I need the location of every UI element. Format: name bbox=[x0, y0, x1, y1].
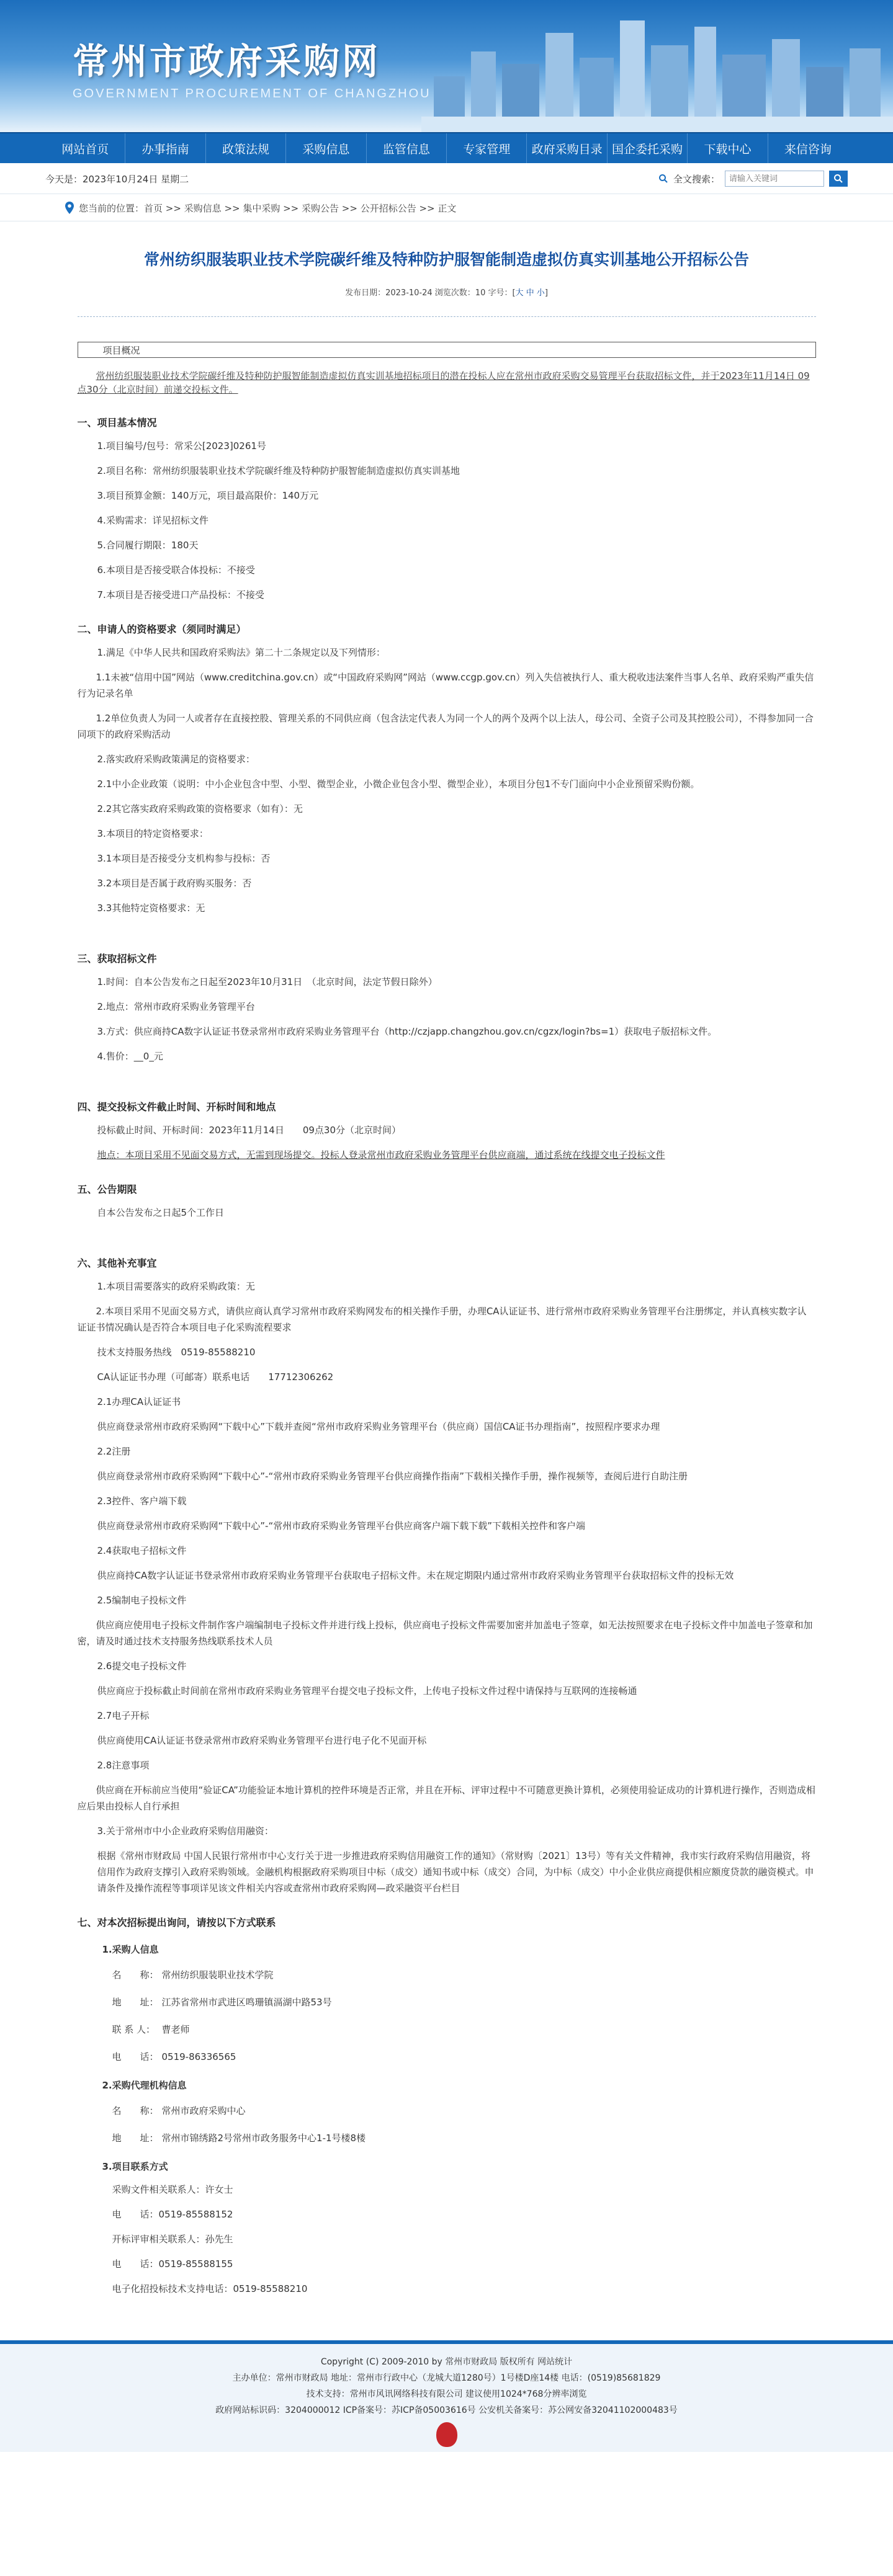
site-banner bbox=[0, 0, 893, 132]
nav-item[interactable]: 政府采购目录 bbox=[527, 133, 607, 163]
project-contact-line: 开标评审相关联系人：孙先生 bbox=[112, 2234, 233, 2245]
footer-line: 政府网站标识码：3204000012 ICP备案号：苏ICP备05003616号 公安机关备案号：苏公网安备32041102000483号 bbox=[215, 2405, 678, 2415]
search-area bbox=[658, 171, 848, 187]
buyer-label: 名 称： bbox=[112, 1969, 159, 1981]
agency-row bbox=[78, 2130, 816, 2146]
project-contact-line: 采购文件相关联系人：许女士 bbox=[112, 2184, 233, 2195]
nav-item[interactable]: 专家管理 bbox=[447, 133, 527, 163]
sec1-line: 5.合同履行期限：180天 bbox=[97, 540, 199, 551]
sec3-line: 2.地点：常州市政府采购业务管理平台 bbox=[97, 1001, 255, 1012]
buyer-value: 常州纺织服装职业技术学院 bbox=[161, 1969, 274, 1981]
meta-suffix: ] bbox=[544, 288, 548, 298]
footer-line: Copyright (C) 2009-2010 by 常州市财政局 版权所有 网站统计 bbox=[320, 2357, 573, 2367]
sec3-line: 3.方式：供应商持CA数字认证证书登录常州市政府采购业务管理平台（http://czjapp.changzhou.gov.cn/cgzx/login?bs=1）获取电子版招标文件。 bbox=[97, 1026, 717, 1037]
sec2-line: 1.满足《中华人民共和国政府采购法》第二十二条规定以及下列情形： bbox=[97, 647, 385, 658]
buyer-value: 曹老师 bbox=[161, 2024, 190, 2035]
sec1-line: 7.本项目是否接受进口产品投标：不接受 bbox=[97, 589, 264, 600]
buyer-label: 电 话： bbox=[112, 2051, 159, 2062]
project-contact-line: 电 话：0519-85588155 bbox=[112, 2258, 233, 2270]
page-title: 常州纺织服装职业技术学院碳纤维及特种防护服智能制造虚拟仿真实训基地公开招标公告 bbox=[143, 251, 749, 269]
sec2-line: 3.3其他特定资格要求：无 bbox=[97, 902, 205, 914]
section-2 bbox=[78, 644, 816, 916]
buyer-row bbox=[78, 2049, 816, 2065]
agency-value: 常州市锦绣路2号常州市政务服务中心1-1号楼8楼 bbox=[161, 2133, 366, 2144]
sec2-line: 3.1本项目是否接受分支机构参与投标：否 bbox=[97, 853, 271, 864]
agency-value: 常州市政府采购中心 bbox=[161, 2105, 246, 2116]
sec2-line: 2.1中小企业政策（说明：中小企业包含中型、小型、微型企业，小微企业包含小型、微型企业），本项目分包1不专门面向中小企业预留采购份额。 bbox=[97, 778, 700, 790]
sec3-line: 1.时间：自本公告发布之日起至2023年10月31日 （北京时间，法定节假日除外） bbox=[97, 976, 438, 987]
spacer bbox=[78, 1221, 816, 1237]
sec4-line: 地点：本项目采用不见面交易方式，无需到现场提交。投标人登录常州市政府采购业务管理平台供应商端，通过系统在线提交电子投标文件 bbox=[97, 1149, 665, 1161]
sec1-line: 2.项目名称：常州纺织服装职业技术学院碳纤维及特种防护服智能制造虚拟仿真实训基地 bbox=[97, 465, 460, 476]
spacer bbox=[78, 916, 816, 932]
sec2-line: 2.2其它落实政府采购政策的资格要求（如有）：无 bbox=[97, 803, 303, 814]
article bbox=[78, 247, 816, 2297]
overview-text: 常州纺织服装职业技术学院碳纤维及特种防护服智能制造虚拟仿真实训基地招标项目的潜在投标人应在常州市政府采购交易管理平台获取招标文件，并于2023年11月14日 09点30分（北京时间）前递交投标文件。 bbox=[77, 370, 810, 395]
buyer-row bbox=[78, 1967, 816, 1983]
sec6-line: 1.本项目需要落实的政府采购政策：无 bbox=[97, 1281, 255, 1292]
search-button[interactable] bbox=[829, 171, 848, 187]
sec6-line: 供应商应于投标截止时间前在常州市政府采购业务管理平台提交电子投标文件，上传电子投标文件过程中请保持与互联网的连接畅通 bbox=[97, 1685, 637, 1696]
nav-item[interactable]: 监管信息 bbox=[367, 133, 447, 163]
sec2-line: 2.落实政府采购政策满足的资格要求： bbox=[97, 754, 255, 765]
project-contact bbox=[78, 2182, 816, 2297]
footer-line: 技术支持：常州市风讯网络科技有限公司 建议使用1024*768分辨率浏览 bbox=[306, 2389, 587, 2399]
section-5-title: 五、公告期限 bbox=[77, 1183, 137, 1195]
search-icon bbox=[658, 174, 668, 184]
sec4-line: 投标截止时间、开标时间：2023年11月14日 09点30分（北京时间） bbox=[97, 1125, 402, 1136]
sec6-line: 供应商登录常州市政府采购网“下载中心”下载并查阅“常州市政府采购业务管理平台（供应商）国信CA证书办理指南”，按照程序要求办理 bbox=[97, 1421, 660, 1432]
section-4 bbox=[78, 1122, 816, 1163]
sec6-line: 2.2注册 bbox=[97, 1446, 131, 1457]
magnifier-icon bbox=[833, 174, 843, 184]
sec6-line: 2.7电子开标 bbox=[97, 1710, 150, 1721]
section-4-title: 四、提交投标文件截止时间、开标时间和地点 bbox=[77, 1101, 276, 1113]
nav-item[interactable]: 网站首页 bbox=[45, 133, 125, 163]
footer-line: 主办单位：常州市财政局 地址：常州市行政中心（龙城大道1280号）1号楼D座14楼 电话：(0519)85681829 bbox=[232, 2373, 661, 2383]
search-label: 全文搜索： bbox=[673, 173, 720, 185]
sec2-line: 3.2本项目是否属于政府购买服务：否 bbox=[97, 878, 252, 889]
section-2-title: 二、申请人的资格要求（须同时满足） bbox=[77, 623, 246, 635]
sec6-line: 技术支持服务热线 0519-85588210 bbox=[97, 1347, 256, 1358]
spacer bbox=[78, 1064, 816, 1081]
breadcrumb-bar bbox=[0, 194, 893, 221]
font-size-switch[interactable]: 大 中 小 bbox=[515, 288, 545, 298]
publish-info: 发布日期：2023-10-24 浏览次数：10 字号：[ bbox=[345, 288, 516, 298]
sec2-line: 3.本项目的特定资格要求： bbox=[97, 828, 209, 839]
divider bbox=[78, 316, 816, 317]
gov-badge-icon[interactable] bbox=[436, 2422, 457, 2447]
overview-label: 项目概况 bbox=[78, 342, 816, 358]
article-meta bbox=[78, 286, 816, 298]
section-1 bbox=[78, 438, 816, 603]
nav-item[interactable]: 办事指南 bbox=[125, 133, 205, 163]
sec6-line: 2.4获取电子招标文件 bbox=[97, 1545, 187, 1556]
nav-item[interactable]: 国企委托采购 bbox=[608, 133, 688, 163]
breadcrumb[interactable]: 您当前的位置：首页 >> 采购信息 >> 集中采购 >> 采购公告 >> 公开招标公告 >> 正文 bbox=[79, 202, 457, 214]
agency-label: 名 称： bbox=[112, 2105, 159, 2116]
section-3-title: 三、获取招标文件 bbox=[77, 953, 157, 965]
nav-item[interactable]: 下载中心 bbox=[688, 133, 768, 163]
nav-item[interactable]: 政策法规 bbox=[206, 133, 286, 163]
agency-label: 地 址： bbox=[112, 2133, 159, 2144]
buyer-label: 地 址： bbox=[112, 1997, 159, 2008]
buyer-row bbox=[78, 2021, 816, 2038]
sec6-line: 供应商使用CA认证证书登录常州市政府采购业务管理平台进行电子化不见面开标 bbox=[97, 1735, 427, 1746]
project-contact-line: 电 话：0519-85588152 bbox=[112, 2209, 233, 2220]
section-7-title: 七、对本次招标提出询问，请按以下方式联系 bbox=[77, 1917, 276, 1928]
location-pin-icon bbox=[64, 201, 75, 215]
sec2-line: 1.1未被“信用中国”网站（www.creditchina.gov.cn）或“中国政府采购网”网站（www.ccgp.gov.cn）列入失信被执行人、重大税收违法案件当事人名单、政府采购严重失信行为记录名单 bbox=[77, 672, 814, 699]
site-title: 常州市政府采购网 bbox=[73, 40, 381, 82]
buyer-info bbox=[78, 1967, 816, 2065]
sec6-line: 供应商登录常州市政府采购网“下载中心”-“常州市政府采购业务管理平台供应商操作指南”下载相关操作手册，操作视频等，查阅后进行自助注册 bbox=[97, 1471, 688, 1482]
main-nav bbox=[0, 132, 893, 163]
buyer-value: 0519-86336565 bbox=[161, 2051, 236, 2062]
sec1-line: 4.采购需求：详见招标文件 bbox=[97, 515, 209, 526]
sec6-line: 2.本项目采用不见面交易方式，请供应商认真学习常州市政府采购网发布的相关操作手册，办理CA认证证书、进行常州市政府采购业务管理平台注册绑定，并认真核实数字认证证书情况确认是否符合本项目电子化采购流程要求 bbox=[77, 1306, 807, 1333]
agency-row bbox=[78, 2103, 816, 2119]
sec6-line: 2.3控件、客户端下载 bbox=[97, 1495, 187, 1507]
buyer-label: 联 系 人： bbox=[112, 2024, 156, 2035]
sec6-line: 供应商在开标前应当使用“验证CA”功能验证本地计算机的控件环境是否正常，并且在开标、评审过程中不可随意更换计算机，必须使用验证成功的计算机进行操作，否则造成相应后果由投标人自行承担 bbox=[77, 1785, 815, 1812]
section-3 bbox=[78, 974, 816, 1064]
sec6-line: 3.关于常州市中小企业政府采购信用融资： bbox=[97, 1825, 274, 1837]
today-date: 今天是：2023年10月24日 星期二 bbox=[45, 173, 189, 185]
section-1-title: 一、项目基本情况 bbox=[77, 417, 157, 429]
buyer-value: 江苏省常州市武进区鸣珊镇滆湖中路53号 bbox=[161, 1997, 332, 2008]
city-skyline-illustration bbox=[421, 8, 893, 132]
section-6-title: 六、其他补充事宜 bbox=[77, 1257, 157, 1269]
agency-info bbox=[78, 2103, 816, 2146]
nav-item[interactable]: 采购信息 bbox=[286, 133, 366, 163]
date-bar bbox=[0, 163, 893, 194]
search-input[interactable] bbox=[725, 171, 824, 187]
sec1-line: 1.项目编号/包号：常采公[2023]0261号 bbox=[97, 440, 266, 452]
sec6-line: 2.8注意事项 bbox=[97, 1760, 150, 1771]
project-contact-title: 3.项目联系方式 bbox=[102, 2161, 168, 2172]
site-footer bbox=[0, 2340, 893, 2452]
sec6-line: 根据《常州市财政局 中国人民银行常州市中心支行关于进一步推进政府采购信用融资工作的通知》（常财购〔2021〕13号）等有关文件精神，我市实行政府采购信用融资，将信用作为政府支撑引入政府采购领域。金融机构根据政府采购项目中标（成交）通知书或中标（成交）合同，为中标（成交）中小企业供应商提供相应额度贷款的融资模式。申请条件及操作流程等事项详见该文件相关内容或查常州市政府采购网—政采融资平台栏目 bbox=[97, 1850, 814, 1894]
sec3-line: 4.售价：__0_元 bbox=[97, 1051, 163, 1062]
sec6-line: 供应商登录常州市政府采购网“下载中心”-“常州市政府采购业务管理平台供应商客户端下载下载”下载相关控件和客户端 bbox=[97, 1520, 586, 1531]
buyer-row bbox=[78, 1994, 816, 2010]
project-contact-line: 电子化招投标技术支持电话：0519-85588210 bbox=[112, 2283, 308, 2294]
sec6-line: 2.6提交电子投标文件 bbox=[97, 1660, 187, 1672]
section-6 bbox=[78, 1278, 816, 1896]
sec1-line: 6.本项目是否接受联合体投标：不接受 bbox=[97, 564, 255, 576]
sec1-line: 3.项目预算金额：140万元，项目最高限价：140万元 bbox=[97, 490, 319, 501]
sec6-line: 2.5编制电子投标文件 bbox=[97, 1595, 187, 1606]
sec6-line: 2.1办理CA认证证书 bbox=[97, 1396, 181, 1407]
buyer-info-title: 1.采购人信息 bbox=[102, 1944, 159, 1955]
agency-info-title: 2.采购代理机构信息 bbox=[102, 2080, 187, 2091]
site-subtitle: GOVERNMENT PROCUREMENT OF CHANGZHOU bbox=[73, 87, 431, 100]
sec6-line: 供应商应使用电子投标文件制作客户端编制电子投标文件并进行线上投标，供应商电子投标文件需要加密并加盖电子签章，如无法按照要求在电子投标文件中加盖电子签章和加密，请及时通过技术支持服务热线联系技术人员 bbox=[77, 1620, 813, 1647]
sec2-line: 1.2单位负责人为同一人或者存在直接控股、管理关系的不同供应商（包含法定代表人为同一个人的两个及两个以上法人，母公司、全资子公司及其控股公司），不得参加同一合同项下的政府采购活动 bbox=[77, 713, 814, 740]
nav-item[interactable]: 来信咨询 bbox=[784, 142, 832, 156]
sec6-line: 供应商持CA数字认证证书登录常州市政府采购业务管理平台获取电子招标文件。未在规定期限内通过常州市政府采购业务管理平台获取招标文件的投标无效 bbox=[97, 1570, 734, 1581]
section-5-text: 自本公告发布之日起5个工作日 bbox=[97, 1207, 225, 1218]
sec6-line: CA认证证书办理（可邮寄）联系电话 17712306262 bbox=[97, 1371, 334, 1383]
